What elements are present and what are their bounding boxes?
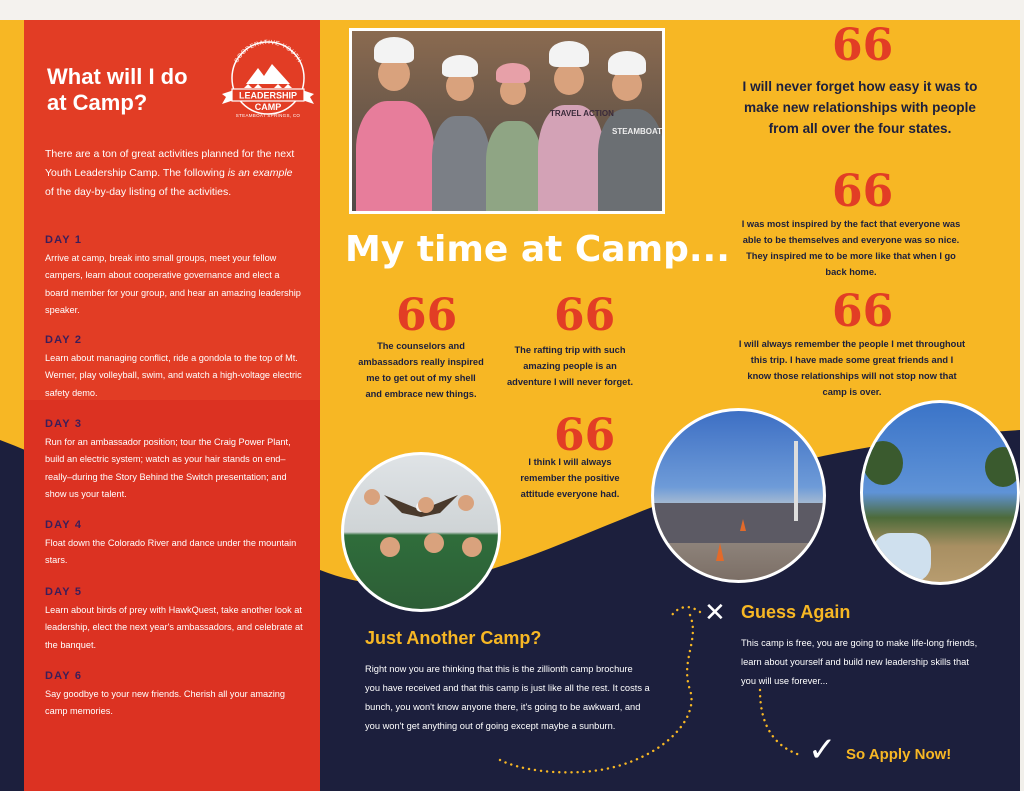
quote-inspired: I was most inspired by the fact that everyone was able to be themselves and everyone was so nice. They inspired me to be more like that when I go back home. [741,219,961,277]
day-5-heading: DAY 5 [45,586,83,598]
logo-arc-text: COOPERATIVE YOUTH [233,39,303,65]
svg-text:COOPERATIVE YOUTH [234,40,302,64]
group-photo-hardhats [349,28,665,214]
quote-people: I will always remember the people I met throughout this trip. I have made some great friends and I know those relationships will not stop now that camp is over. [738,339,966,397]
logo-line1: LEADERSHIP [238,90,298,101]
quote-mark-icon: 66 [832,166,894,217]
quote-mark-icon: 66 [832,20,894,71]
day-2-heading: DAY 2 [45,334,83,346]
day-5-text: Learn about birds of prey with HawkQuest, take another look at leadership, elect the next year's ambassadors, and celebrate at the banquet. [45,605,303,650]
day-6-heading: DAY 6 [45,670,83,682]
day-4-text: Float down the Colorado River and dance under the mountain stars. [45,538,297,566]
guess-again-heading: Guess Again [741,602,851,622]
campers-crowd-photo [651,408,826,583]
logo-location: STEAMBOAT SPRINGS, CO [235,113,301,118]
day-6-text: Say goodbye to your new friends. Cherish all your amazing camp memories. [45,689,286,717]
apply-now-callout: So Apply Now! [846,746,952,763]
just-another-camp-text: Right now you are thinking that this is the zillionth camp brochure you have received and that this camp is just like all the rest. It costs a bunch, you won't know anyone there, it's going to be awkward, and you won't get anything out of going except maybe a sunburn. [365,664,650,731]
shirt-text-2: STEAMBOAT [612,127,663,136]
intro-emphasis: is an example [227,167,293,179]
shirt-text-1: TRAVEL ACTION [550,109,614,118]
field-activity-photo [860,400,1020,585]
intro-text: There are a ton of great activities planned for the next Youth Leadership Camp. The following is an example of the day-by-day listing of the activities. [45,148,295,198]
day-4-heading: DAY 4 [45,519,83,531]
quote-mark-icon: 66 [396,290,458,341]
section-title: My time at Camp... [345,229,730,270]
quote-mark-icon: 66 [832,286,894,337]
eagle-group-photo [341,452,501,612]
day-1-heading: DAY 1 [45,234,83,246]
x-mark-icon: ✕ [704,598,726,628]
quote-counselors: The counselors and ambassadors really inspired me to get out of my shell and embrace new things. [358,341,484,399]
quote-mark-icon: 66 [554,290,616,341]
leadership-camp-logo [220,38,316,124]
quote-mark-icon: 66 [554,410,616,461]
quote-rafting: The rafting trip with such amazing people is an adventure I will never forget. [506,345,634,387]
day-3-text: Run for an ambassador position; tour the Craig Power Plant, build an electric system; watch as your hair stands on end–really–during the Story Behind the Switch presentation; and show us your talent. [45,437,291,500]
day-3-heading: DAY 3 [45,418,83,430]
quote-attitude: I think I will always remember the positive attitude everyone had. [520,457,620,499]
logo-line2: CAMP [254,102,282,112]
guess-again-text: This camp is free, you are going to make life-long friends, learn about yourself and build new leadership skills that you will use forever... [741,638,978,686]
activities-title: What will I do at Camp? [47,64,188,115]
day-1-text: Arrive at camp, break into small groups, meet your fellow campers, learn about cooperative governance and elect a board member for your group, and hear an amazing leadership speaker. [45,253,301,316]
quote-relationships: I will never forget how easy it was to make new relationships with people from all over the four states. [742,79,978,136]
day-2-text: Learn about managing conflict, ride a gondola to the top of Mt. Werner, play volleyball, swim, and watch a high-voltage electric safety demo. [45,353,302,398]
just-another-camp-heading: Just Another Camp? [365,628,542,648]
checkmark-icon: ✓ [808,730,837,770]
